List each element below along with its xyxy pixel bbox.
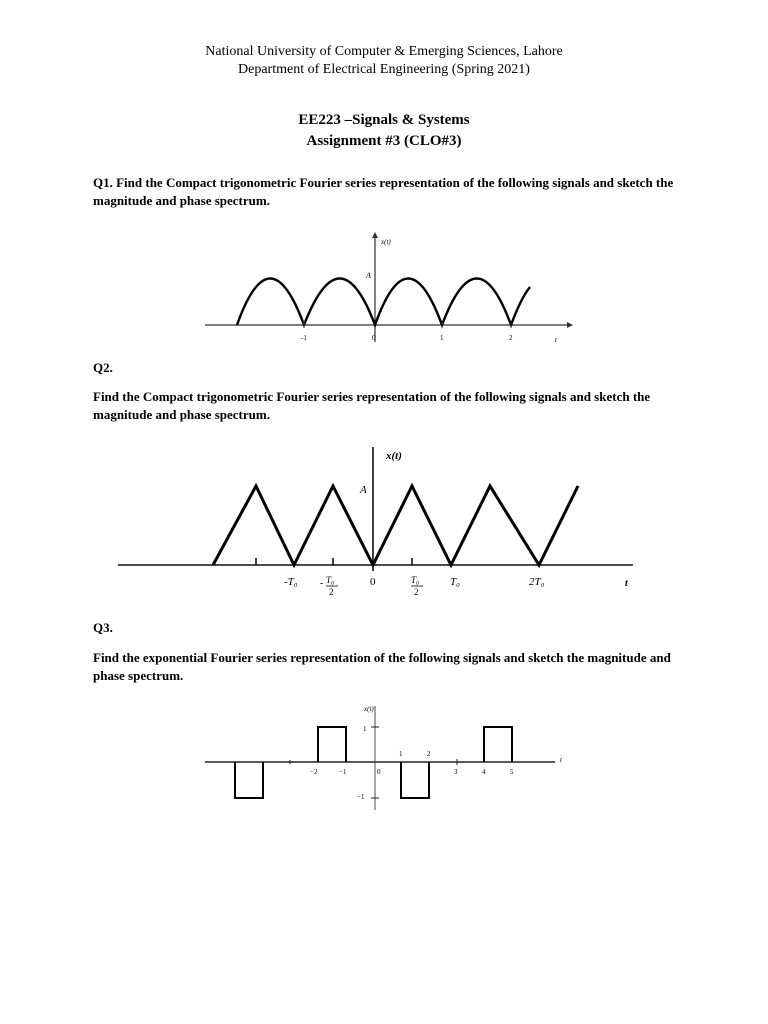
q1-ylabel: x(t)	[381, 238, 391, 246]
q2-label: Q2.	[93, 360, 113, 375]
q3-text: Find the exponential Fourier series representation of the following signals and sketch the magnitude and phase spectrum.	[93, 650, 671, 683]
q1-tick-label: 0	[372, 334, 376, 342]
q3-tick-label: 0	[377, 768, 381, 776]
q2-ylabel: x(t)	[386, 450, 402, 462]
university-name: National University of Computer & Emerging Sciences, Lahore	[205, 44, 563, 59]
q2-xlabel: t	[625, 578, 628, 589]
q2-amplitude-label: A	[360, 484, 367, 496]
q1-tick-label: 1	[440, 334, 444, 342]
q3-tick-label: −1	[339, 768, 347, 776]
q1-tick-label: -1	[301, 334, 307, 342]
q2-tick-pos-half-den: 2	[414, 587, 419, 597]
q2-text: Find the Compact trigonometric Fourier series representation of the following signals and sketch the magnitude and phase spectrum.	[93, 389, 651, 422]
q1-text: Q1. Find the Compact trigonometric Fourier series representation of the following signals and sketch the magnitude and phase spectrum.	[93, 175, 674, 208]
q3-level-neg: −1	[357, 793, 365, 801]
q2-tick-neg-t0: -T₀	[284, 576, 298, 588]
q2-tick-t0: T₀	[450, 576, 460, 588]
q3-tick-label: −2	[310, 768, 318, 776]
department-name: Department of Electrical Engineering (Spring 2021)	[238, 62, 530, 77]
q1-tick-label: 2	[509, 334, 513, 342]
q3-tick-label-above: 2	[427, 750, 431, 758]
q3-level-pos: 1	[363, 725, 367, 733]
assignment-title: Assignment #3 (CLO#3)	[306, 133, 462, 149]
q1-amplitude-label: A	[366, 271, 371, 280]
q2-tick-neg-half-num: T₀	[326, 575, 335, 585]
q3-figure	[200, 698, 570, 813]
course-title: EE223 –Signals & Systems	[298, 112, 470, 128]
q3-tick-label: 5	[510, 768, 514, 776]
q2-tick-neg-half-den: 2	[329, 587, 334, 597]
q1-figure	[205, 230, 575, 345]
q3-label: Q3.	[93, 620, 113, 635]
q2-tick-zero: 0	[370, 576, 376, 588]
q1-xlabel: t	[555, 336, 557, 344]
q3-tick-label: 3	[454, 768, 458, 776]
q3-tick-label-above: 1	[399, 750, 403, 758]
q2-tick-neg-half-sign: -	[320, 578, 324, 589]
q3-xlabel: t	[560, 756, 562, 764]
q2-figure	[118, 445, 643, 605]
q3-tick-label: 4	[482, 768, 486, 776]
q2-tick-pos-half-num: T₀	[411, 575, 420, 585]
q2-tick-2t0: 2T₀	[529, 576, 545, 588]
q3-ylabel: x(t)	[364, 705, 374, 713]
